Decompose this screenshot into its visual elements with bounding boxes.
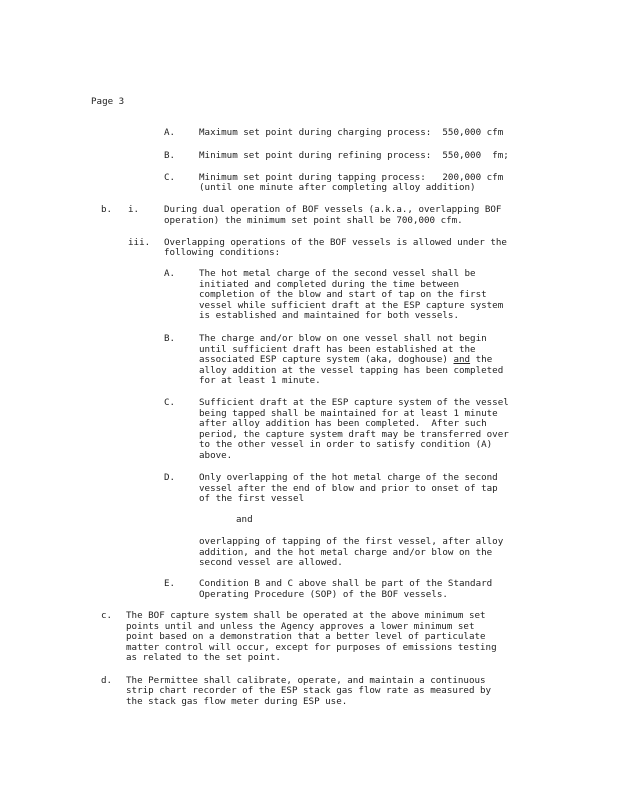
item-c-line: matter control will occur, except for purposes of emissions testing bbox=[126, 642, 497, 653]
item-b-iii-marker: iii. bbox=[128, 237, 151, 248]
item-d-line: The Permittee shall calibrate, operate, and maintain a continuous bbox=[126, 675, 486, 686]
cond-c-line: above. bbox=[199, 450, 233, 461]
item-d-line: the stack gas flow meter during ESP use. bbox=[126, 696, 348, 707]
cond-a-line: completion of the blow and start of tap on the first bbox=[199, 289, 487, 300]
cond-c-line: to the other vessel in order to satisfy condition (A) bbox=[199, 439, 493, 450]
item-d-marker: d. bbox=[101, 675, 113, 686]
cond-d-line: vessel after the end of blow and prior to onset of tap bbox=[199, 483, 498, 494]
cond-d-line: second vessel are allowed. bbox=[199, 557, 343, 568]
cond-a-marker: A. bbox=[164, 268, 176, 279]
cond-d-and-word: and bbox=[236, 514, 253, 525]
item-a-i-text: Maximum set point during charging process: 550,000 cfm bbox=[199, 127, 504, 138]
item-b-sub-marker: i. bbox=[128, 204, 140, 215]
cond-e-line: Condition B and C above shall be part of the Standard bbox=[199, 578, 493, 589]
item-a-ii-marker: B. bbox=[164, 150, 176, 161]
cond-d-line: Only overlapping of the hot metal charge of the second bbox=[199, 472, 498, 483]
cond-d-line: addition, and the hot metal charge and/or blow on the bbox=[199, 547, 493, 558]
cond-a-line: The hot metal charge of the second vessel shall be bbox=[199, 268, 476, 279]
cond-c-line: being tapped shall be maintained for at least 1 minute bbox=[199, 408, 498, 419]
cond-d-marker: D. bbox=[164, 472, 176, 483]
cond-b-line bbox=[199, 355, 492, 366]
cond-a-line: is established and maintained for both vessels. bbox=[199, 310, 459, 321]
cond-a-line: vessel while sufficient draft at the ESP capture system bbox=[199, 300, 504, 311]
cond-e-marker: E. bbox=[164, 578, 176, 589]
item-a-i-marker: A. bbox=[164, 127, 176, 138]
cond-b-line-text: associated ESP capture system (aka, doghouse) bbox=[199, 354, 448, 365]
cond-b-line: The charge and/or blow on one vessel shall not begin bbox=[199, 333, 487, 344]
cond-d-line: of the first vessel bbox=[199, 493, 305, 504]
item-a-ii-text: Minimum set point during refining process: 550,000 fm; bbox=[199, 150, 509, 161]
item-d-line: strip chart recorder of the ESP stack gas flow rate as measured by bbox=[126, 685, 492, 696]
item-a-iii-marker: C. bbox=[164, 172, 176, 183]
item-c-line: as related to the set point. bbox=[126, 652, 281, 663]
item-b-line: operation) the minimum set point shall be 700,000 cfm. bbox=[164, 215, 463, 226]
cond-c-line: after alloy addition has been completed. After such bbox=[199, 418, 487, 429]
cond-b-marker: B. bbox=[164, 333, 176, 344]
item-a-iii-line: Minimum set point during tapping process: 200,000 cfm bbox=[199, 172, 504, 183]
item-b-marker: b. bbox=[101, 204, 113, 215]
item-a-iii-line: (until one minute after completing alloy addition) bbox=[199, 182, 476, 193]
cond-d-line: overlapping of tapping of the first vessel, after alloy bbox=[199, 536, 504, 547]
cond-a-line: initiated and completed during the time between bbox=[199, 279, 459, 290]
cond-b-line-tail: the bbox=[475, 354, 493, 365]
item-b-line: During dual operation of BOF vessels (a.k.a., overlapping BOF bbox=[164, 204, 502, 215]
cond-e-line: Operating Procedure (SOP) of the BOF vessels. bbox=[199, 589, 448, 600]
cond-b-and-word: and bbox=[453, 354, 471, 365]
item-c-marker: c. bbox=[101, 610, 113, 621]
item-c-line: The BOF capture system shall be operated at the above minimum set bbox=[126, 610, 486, 621]
item-c-line: point based on a demonstration that a better level of particulate bbox=[126, 631, 486, 642]
item-b-iii-line: Overlapping operations of the BOF vessels is allowed under the bbox=[164, 237, 507, 248]
cond-b-line: for at least 1 minute. bbox=[199, 375, 321, 386]
cond-b-line: alloy addition at the vessel tapping has been completed bbox=[199, 365, 504, 376]
cond-c-marker: C. bbox=[164, 397, 176, 408]
page-label: Page 3 bbox=[91, 96, 125, 107]
item-b-iii-line: following conditions: bbox=[164, 247, 281, 258]
cond-c-line: Sufficient draft at the ESP capture system of the vessel bbox=[199, 397, 509, 408]
cond-c-line: period, the capture system draft may be transferred over bbox=[199, 429, 509, 440]
cond-b-line: until sufficient draft has been established at the bbox=[199, 344, 476, 355]
item-c-line: points until and unless the Agency approves a lower minimum set bbox=[126, 621, 475, 632]
